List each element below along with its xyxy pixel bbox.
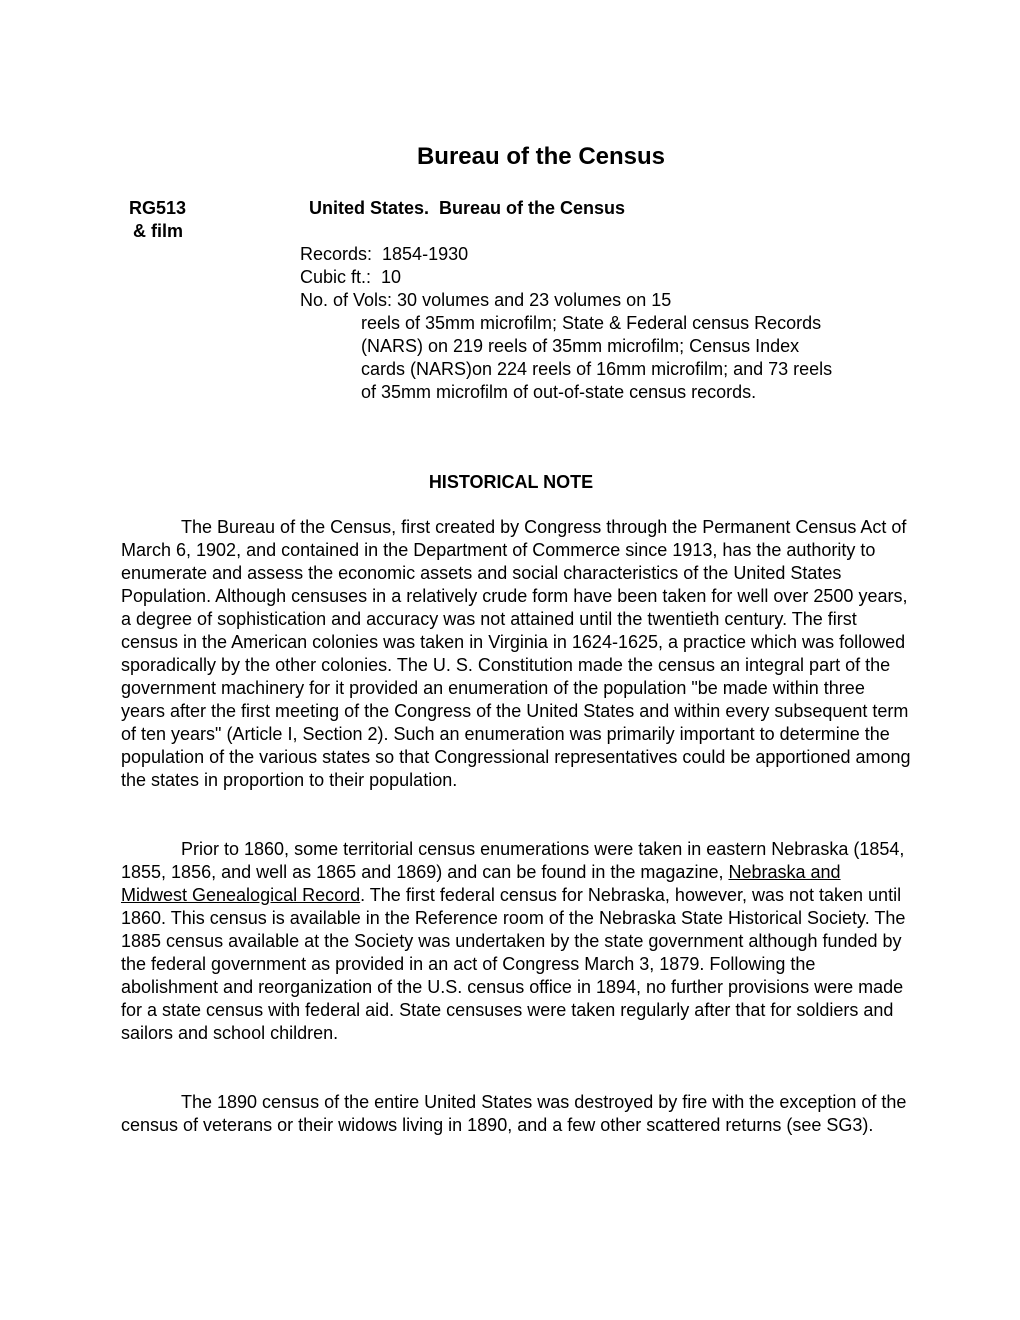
historical-note-paragraph-1: The Bureau of the Census, first created by Congress through the Permanent Census Act of March 6, 1902, and contained in the Department of Commerce since 1913, has the authority to enumerate and assess the economic assets and social characteristics of the United States Population. Although censuses in a relatively crude form have been taken for well over 2500 years, a degree of sophistication and accuracy was not attained until the twentieth century. The first census in the American colonies was taken in Virginia in 1624-1625, a practice which was followed sporadically by the other colonies. The U. S. Constitution made the census an integral part of the government machinery for it provided an enumeration of the population "be made within three years after the first meeting of the Congress of the United States and within every subsequent term of ten years" (Article I, Section 2). Such an enumeration was primarily important to determine the population of the various states so that Congressional representatives could be apportioned among the states in proportion to their population.	[121, 517, 911, 790]
volume-count-details: reels of 35mm microfilm; State & Federal census Records (NARS) on 219 reels of 35mm microfilm; Census Index cards (NARS)on 224 reels of 16mm microfilm; and 73 reels of 35mm microfilm of out-of-state census records.	[361, 313, 833, 402]
record-group-number: RG513	[129, 198, 187, 218]
historical-note-paragraph-2	[121, 838, 911, 1045]
record-metadata	[300, 243, 840, 404]
volume-count: No. of Vols: 30 volumes and 23 volumes on 15	[300, 290, 672, 310]
cubic-feet: Cubic ft.: 10	[300, 267, 402, 287]
historical-note-paragraph-3: The 1890 census of the entire United States was destroyed by fire with the exception of the census of veterans or their widows living in 1890, and a few other scattered returns (see SG3).	[121, 1092, 907, 1135]
record-group-name: United States. Bureau of the Census	[309, 198, 626, 218]
page-title: Bureau of the Census	[416, 143, 666, 170]
paragraph-2-text-start: Prior to 1860, some territorial census enumerations were taken in eastern Nebraska (1854, 1855, 1856, and well as 1865 and 1869) and can be found in the magazine,	[121, 839, 905, 882]
records-span: Records: 1854-1930	[300, 244, 469, 264]
record-group-id	[129, 197, 209, 243]
record-group-format: & film	[133, 221, 184, 241]
publication-title: Nebraska and Midwest Genealogical Record	[121, 862, 841, 905]
section-heading-historical-note: HISTORICAL NOTE	[428, 472, 594, 492]
paragraph-2-text-end: . The first federal census for Nebraska, however, was not taken until 1860. This census is available in the Reference room of the Nebraska State Historical Society. The 1885 census available at the Society was undertaken by the state government although funded by the federal government as provided in an act of Congress March 3, 1879. Following the abolishment and reorganization of the U.S. census office in 1894, no further provisions were made for a state census with federal aid. State censuses were taken regularly after that for soldiers and sailors and school children.	[121, 885, 906, 1043]
